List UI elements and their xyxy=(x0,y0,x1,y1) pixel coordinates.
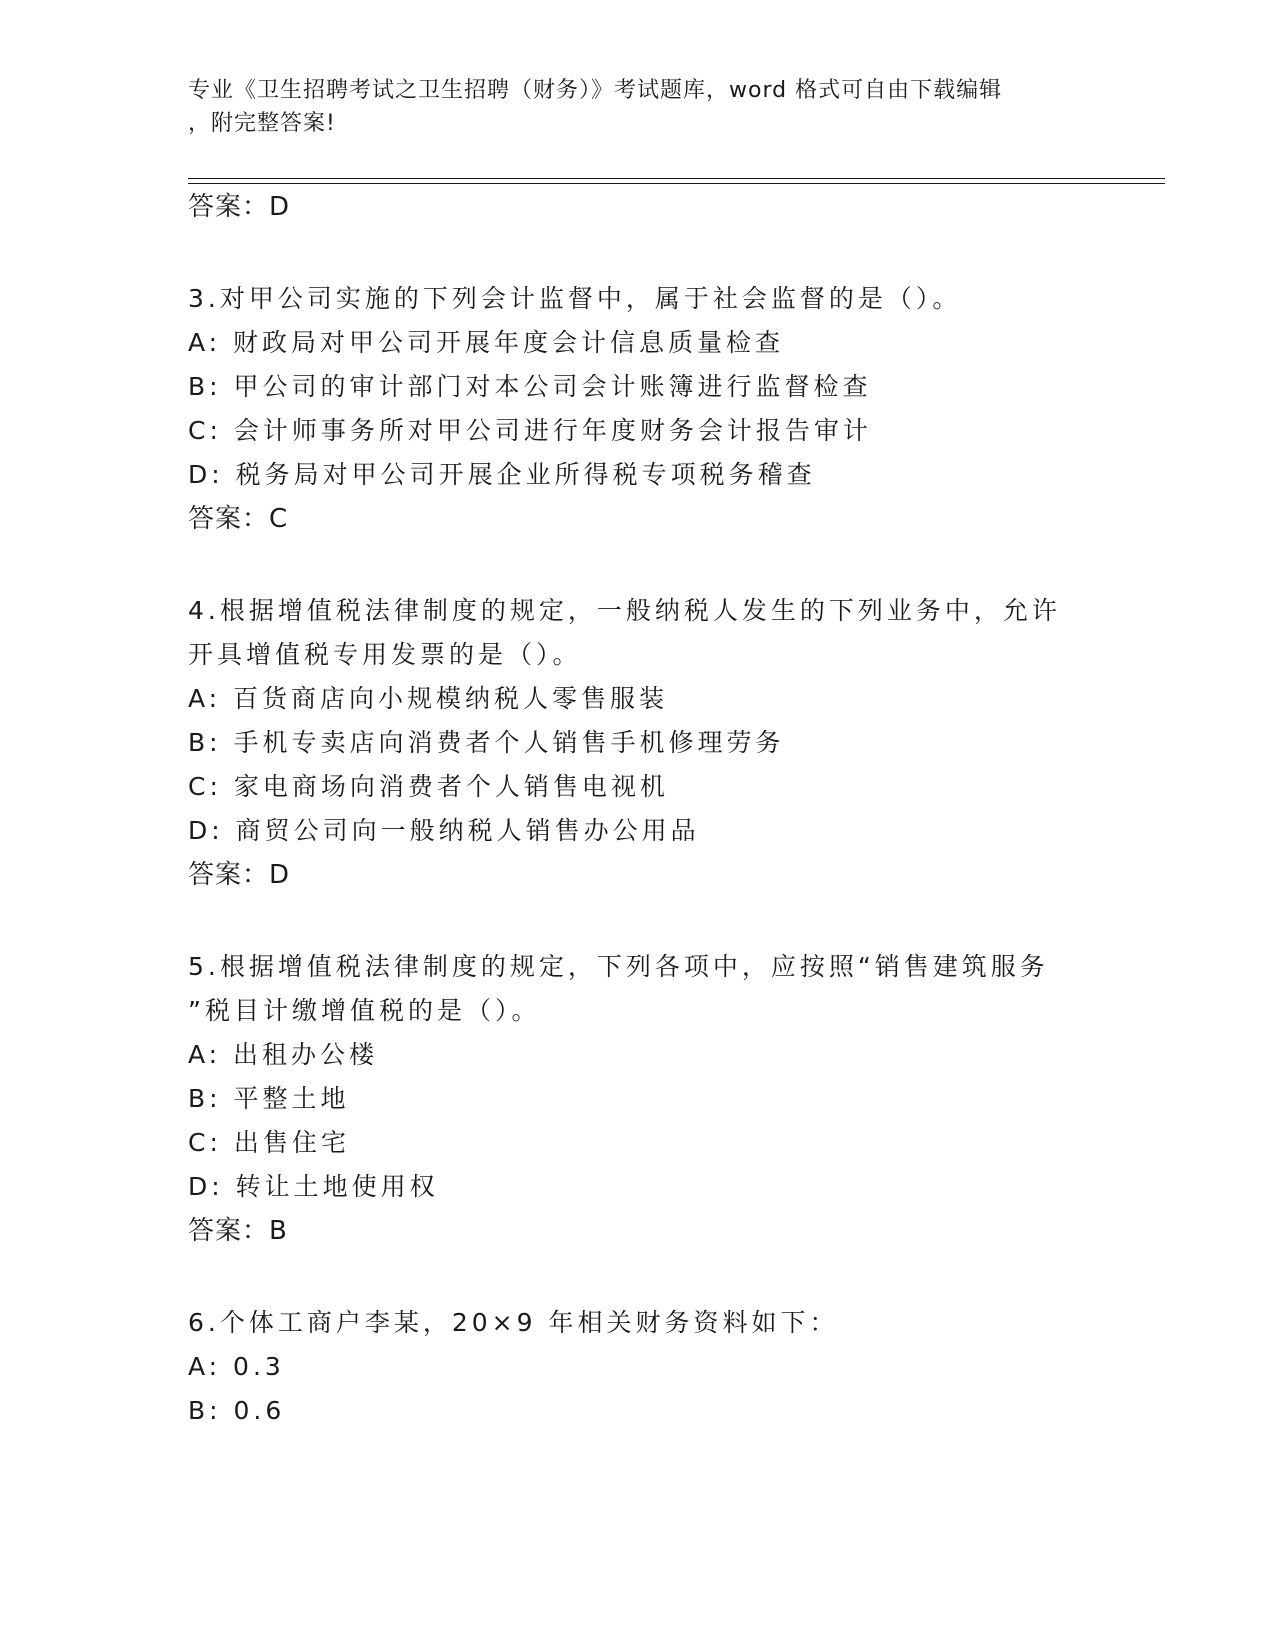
question-5-option-d: D: 转让土地使用权 xyxy=(188,1172,439,1201)
answer-q3: 答案：C xyxy=(188,504,289,534)
question-3-option-d: D: 税务局对甲公司开展企业所得税专项税务稽查 xyxy=(188,460,816,489)
question-3-option-c: C: 会计师事务所对甲公司进行年度财务会计报告审计 xyxy=(188,416,872,445)
question-4-option-a: A: 百货商店向小规模纳税人零售服装 xyxy=(188,684,669,713)
header-title-line-1: 专业《卫生招聘考试之卫生招聘（财务）》考试题库，word 格式可自由下载编辑 xyxy=(188,78,1003,103)
question-3-option-b: B: 甲公司的审计部门对本公司会计账簿进行监督检查 xyxy=(188,372,872,401)
answer-q4: 答案：D xyxy=(188,860,291,890)
question-5-option-b: B: 平整土地 xyxy=(188,1084,350,1113)
question-4-option-c: C: 家电商场向消费者个人销售电视机 xyxy=(188,772,669,801)
question-4-stem-line-1: 4.根据增值税法律制度的规定，一般纳税人发生的下列业务中，允许 xyxy=(188,596,1061,625)
question-4-stem-line-2: 开具增值税专用发票的是（）。 xyxy=(188,640,582,669)
question-5-option-a: A: 出租办公楼 xyxy=(188,1040,379,1069)
question-6-option-b: B: 0.6 xyxy=(188,1396,286,1425)
header-rule-bottom xyxy=(188,183,1165,184)
question-5-stem-line-2: ”税目计缴增值税的是（）。 xyxy=(188,996,541,1025)
header-rule-top xyxy=(188,178,1165,179)
question-3-stem: 3.对甲公司实施的下列会计监督中，属于社会监督的是（）。 xyxy=(188,284,962,313)
question-4-option-d: D: 商贸公司向一般纳税人销售办公用品 xyxy=(188,816,700,845)
question-6-option-a: A: 0.3 xyxy=(188,1352,285,1381)
question-5-option-c: C: 出售住宅 xyxy=(188,1128,350,1157)
document-header xyxy=(188,74,1068,140)
question-6-stem: 6.个体工商户李某，20×9 年相关财务资料如下： xyxy=(188,1308,839,1337)
answer-q2: 答案：D xyxy=(188,192,291,222)
answer-q5: 答案：B xyxy=(188,1216,288,1246)
question-5-stem-line-1: 5.根据增值税法律制度的规定，下列各项中，应按照“销售建筑服务 xyxy=(188,952,1049,981)
header-title-line-2: ，附完整答案! xyxy=(188,111,336,136)
question-3-option-a: A: 财政局对甲公司开展年度会计信息质量检查 xyxy=(188,328,785,357)
question-4-option-b: B: 手机专卖店向消费者个人销售手机修理劳务 xyxy=(188,728,785,757)
